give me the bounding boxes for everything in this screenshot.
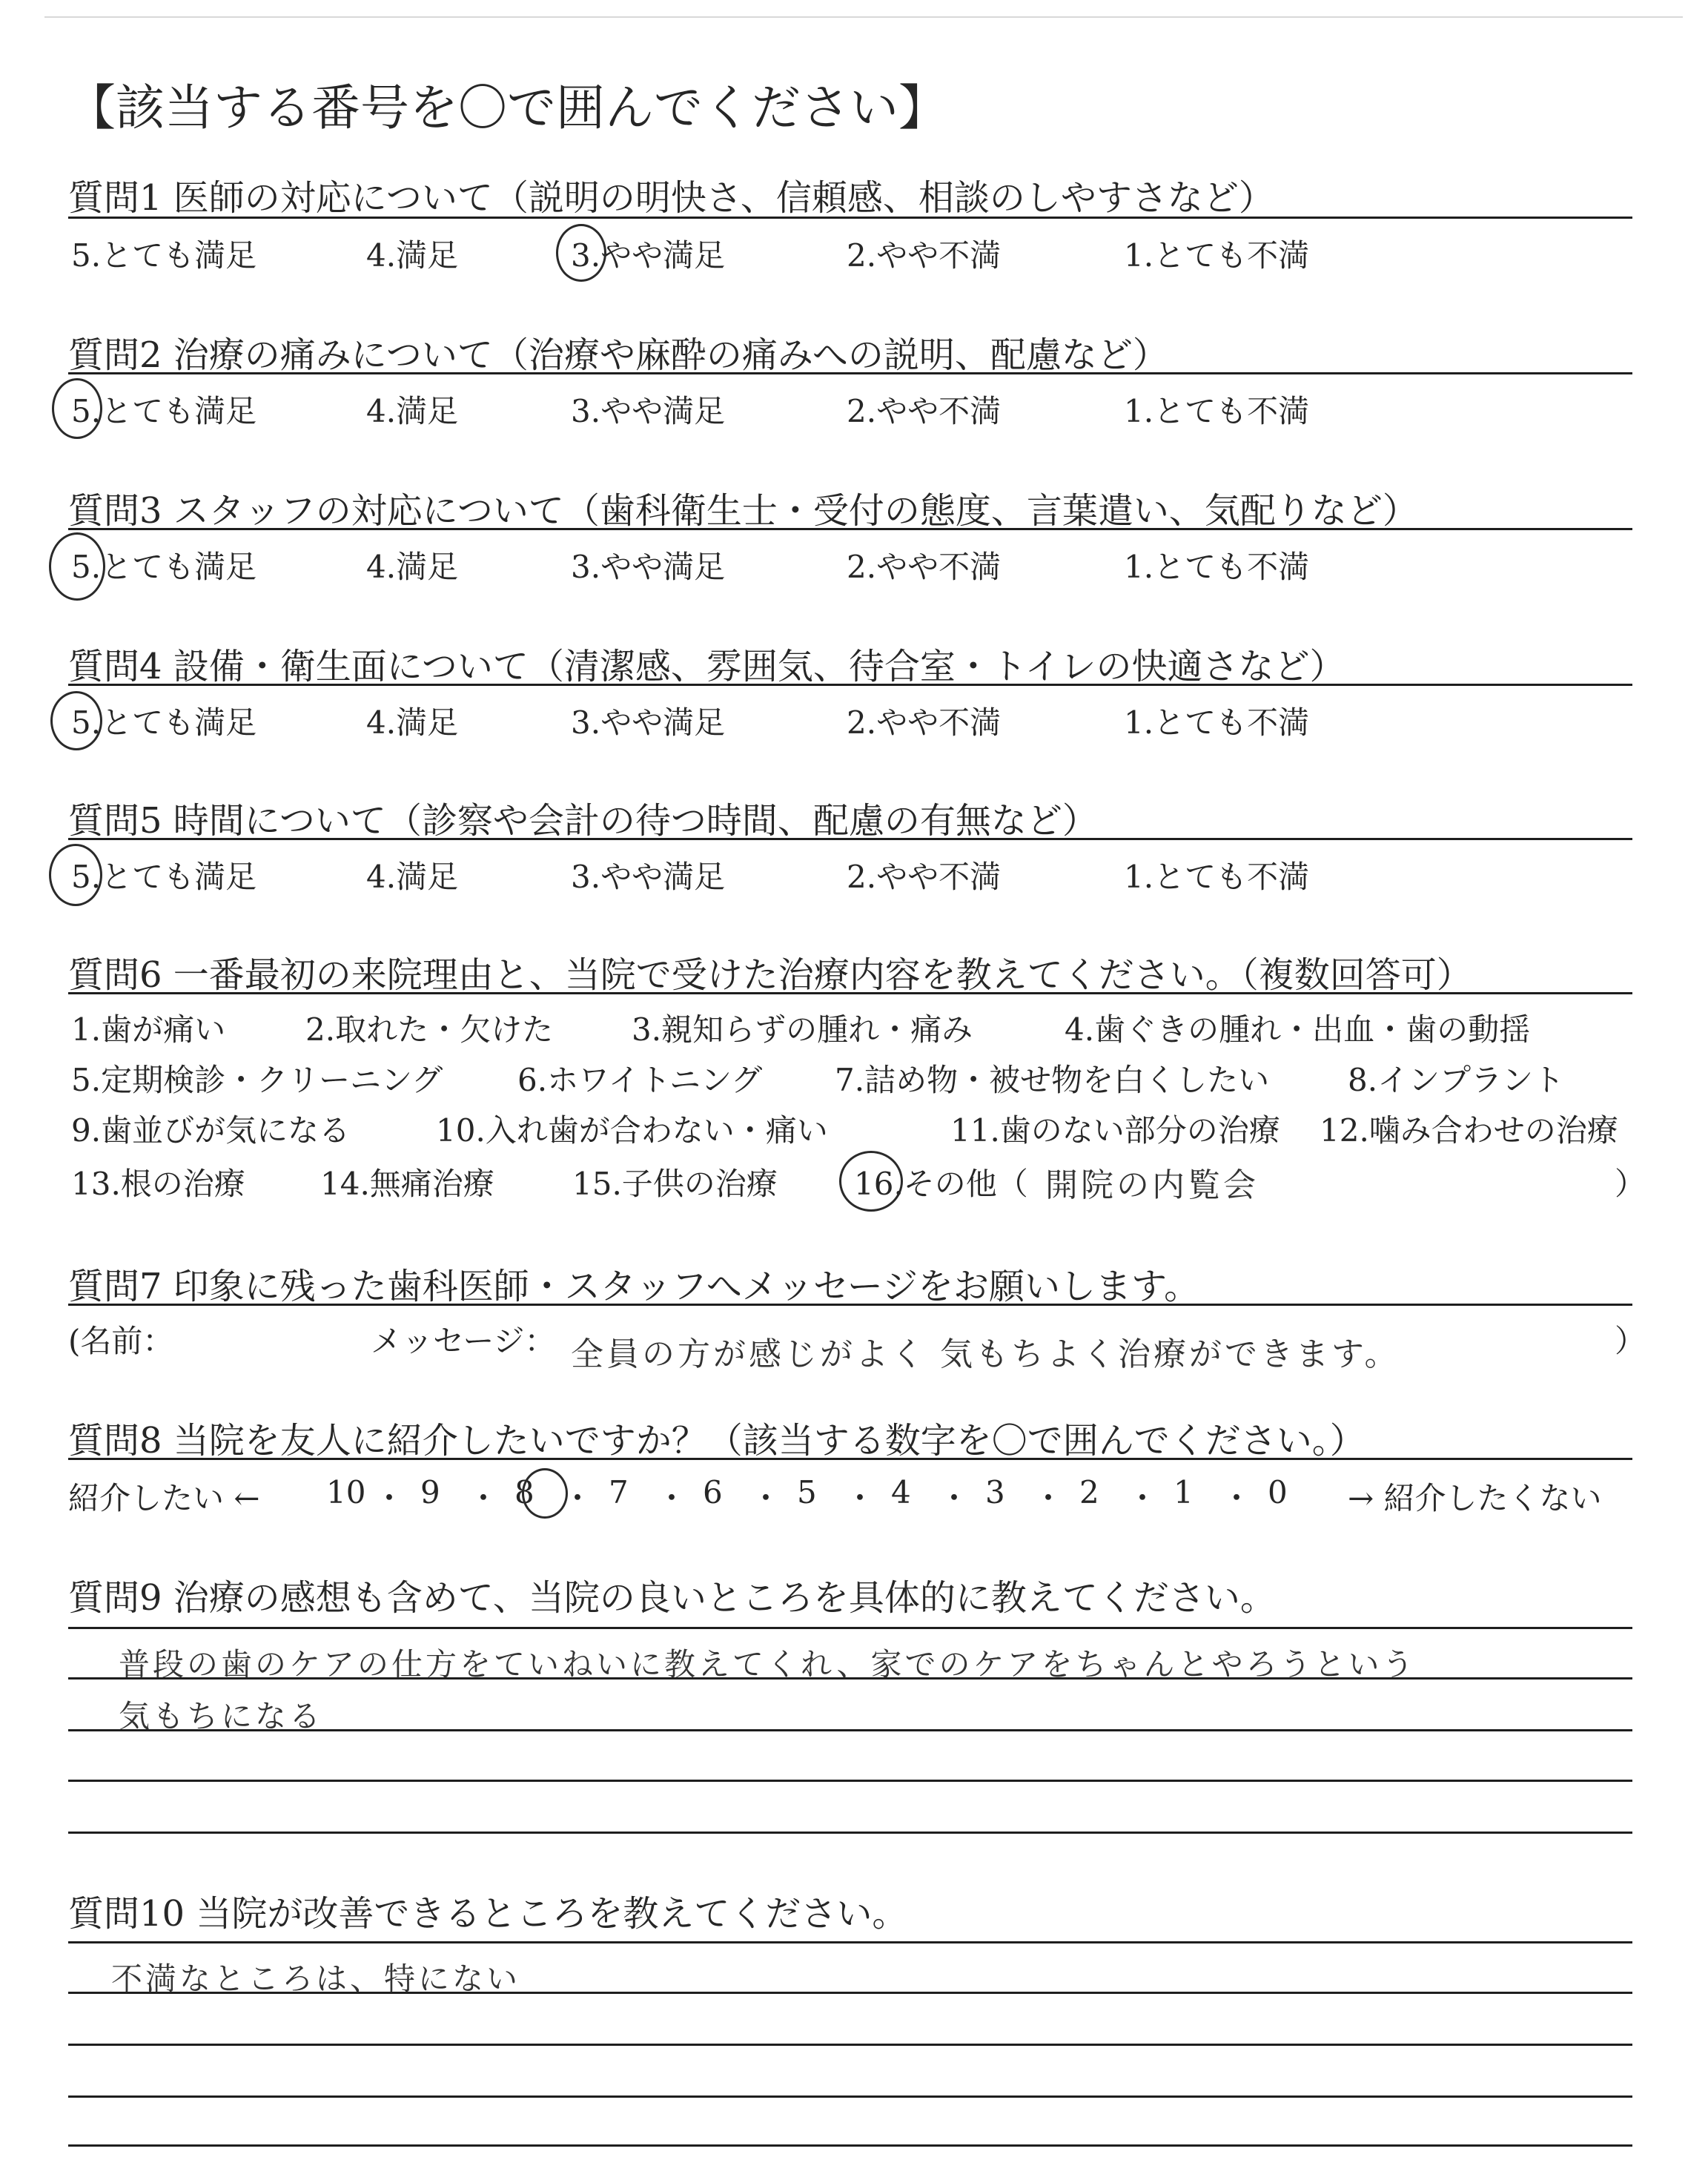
- q3-option-2[interactable]: 2.やや不満: [847, 549, 1002, 585]
- q8-left-label: 紹介したい ←: [68, 1480, 260, 1516]
- q8-scale-separator: ・: [374, 1480, 406, 1516]
- q9-answer-text-1: 普段の歯のケアの仕方をていねいに教えてくれ、家でのケアをちゃんとやろうという: [119, 1646, 1417, 1682]
- question-5-rule: [68, 838, 1632, 840]
- q3-option-5[interactable]: 5.とても満足: [71, 549, 257, 585]
- q8-scale-separator: ・: [562, 1480, 594, 1516]
- q4-option-4[interactable]: 4.満足: [366, 704, 459, 741]
- q8-scale-separator: ・: [939, 1480, 970, 1516]
- q3-option-4[interactable]: 4.満足: [366, 549, 459, 585]
- question-9-heading: 質問9 治療の感想も含めて、当院の良いところを具体的に教えてください。: [68, 1577, 1276, 1619]
- q6-option-5[interactable]: 5.定期検診・クリーニング: [71, 1062, 443, 1098]
- q8-scale-value-4[interactable]: 4: [891, 1474, 911, 1510]
- q9-answer-line-4: [68, 1780, 1632, 1782]
- q10-answer-line-3: [68, 2044, 1632, 2046]
- page-top-edge: [44, 16, 1683, 18]
- q1-selection-circle: [556, 224, 606, 282]
- q6-option-10[interactable]: 10.入れ歯が合わない・痛い: [436, 1112, 828, 1149]
- question-7-heading: 質問7 印象に残った歯科医師・スタッフへメッセージをお願いします。: [68, 1266, 1200, 1307]
- question-6-rule: [68, 992, 1632, 994]
- q3-selection-circle: [49, 532, 105, 601]
- q8-scale-value-3[interactable]: 3: [985, 1474, 1005, 1510]
- q6-selection-circle: [839, 1151, 903, 1212]
- q1-option-5[interactable]: 5.とても満足: [71, 237, 257, 274]
- q4-option-5[interactable]: 5.とても満足: [71, 704, 257, 741]
- q8-scale-separator: ・: [844, 1480, 876, 1516]
- q8-scale-value-5[interactable]: 5: [797, 1474, 817, 1510]
- q3-option-3[interactable]: 3.やや満足: [571, 549, 726, 585]
- q6-option-8[interactable]: 8.インプラント: [1348, 1062, 1565, 1098]
- q6-option-6[interactable]: 6.ホワイトニング: [517, 1062, 763, 1098]
- question-4-rule: [68, 684, 1632, 686]
- q8-scale-separator: ・: [750, 1480, 782, 1516]
- q6-option-9[interactable]: 9.歯並びが気になる: [71, 1112, 351, 1149]
- q6-option-15[interactable]: 15.子供の治療: [572, 1166, 778, 1202]
- q4-option-2[interactable]: 2.やや不満: [847, 704, 1002, 741]
- q5-option-1[interactable]: 1.とても不満: [1124, 859, 1310, 895]
- q5-option-2[interactable]: 2.やや不満: [847, 859, 1002, 895]
- question-2-heading: 質問2 治療の痛みについて（治療や麻酔の痛みへの説明、配慮など）: [68, 334, 1168, 376]
- q7-name-label: (名前：: [68, 1323, 174, 1359]
- q6-option-14[interactable]: 14.無痛治療: [320, 1166, 494, 1202]
- q4-option-1[interactable]: 1.とても不満: [1124, 704, 1310, 741]
- q8-scale-value-2[interactable]: 2: [1079, 1474, 1099, 1510]
- q6-option-1[interactable]: 1.歯が痛い: [71, 1011, 226, 1048]
- q2-option-5[interactable]: 5.とても満足: [71, 393, 257, 429]
- q6-option-11[interactable]: 11.歯のない部分の治療: [950, 1112, 1280, 1149]
- q8-scale-value-1[interactable]: 1: [1174, 1474, 1194, 1510]
- q4-option-3[interactable]: 3.やや満足: [571, 704, 726, 741]
- q8-scale-separator: ・: [656, 1480, 688, 1516]
- q6-other-close-paren: ）: [1615, 1166, 1646, 1202]
- q9-answer-line-1: [68, 1627, 1632, 1629]
- question-8-rule: [68, 1458, 1632, 1460]
- q6-option-2[interactable]: 2.取れた・欠けた: [305, 1011, 554, 1048]
- q8-scale-separator: ・: [1221, 1480, 1253, 1516]
- question-8-heading: 質問8 当院を友人に紹介したいですか？（該当する数字を〇で囲んでください。）: [68, 1420, 1366, 1462]
- q6-option-13[interactable]: 13.根の治療: [71, 1166, 245, 1202]
- q2-option-3[interactable]: 3.やや満足: [571, 393, 726, 429]
- q8-scale-separator: ・: [468, 1480, 500, 1516]
- q10-answer-text: 不満なところは、特にない: [111, 1961, 521, 1997]
- q5-option-5[interactable]: 5.とても満足: [71, 859, 257, 895]
- q7-message-label: メッセージ：: [371, 1323, 556, 1359]
- question-6-heading: 質問6 一番最初の来院理由と、当院で受けた治療内容を教えてください。（複数回答可）: [68, 954, 1472, 996]
- q6-option-16[interactable]: 16.その他（: [854, 1166, 1028, 1202]
- q1-option-4[interactable]: 4.満足: [366, 237, 459, 274]
- q8-scale-value-9[interactable]: 9: [420, 1474, 440, 1510]
- q6-option-7[interactable]: 7.詰め物・被せ物を白くしたい: [835, 1062, 1270, 1098]
- q8-selection-circle: [522, 1468, 568, 1519]
- q5-option-4[interactable]: 4.満足: [366, 859, 459, 895]
- q7-message-answer: 全員の方が感じがよく 気もちよく治療ができます。: [571, 1335, 1400, 1373]
- q10-answer-line-5: [68, 2144, 1632, 2147]
- q6-option-4[interactable]: 4.歯ぐきの腫れ・出血・歯の動揺: [1065, 1011, 1531, 1048]
- question-2-rule: [68, 372, 1632, 374]
- q5-option-3[interactable]: 3.やや満足: [571, 859, 726, 895]
- q5-selection-circle: [49, 844, 102, 906]
- q8-scale-separator: ・: [1127, 1480, 1159, 1516]
- q4-selection-circle: [50, 691, 102, 750]
- q10-answer-line-4: [68, 2095, 1632, 2098]
- q8-scale-separator: ・: [1033, 1480, 1065, 1516]
- question-5-heading: 質問5 時間について（診察や会計の待つ時間、配慮の有無など）: [68, 800, 1098, 842]
- q8-scale-value-6[interactable]: 6: [703, 1474, 723, 1510]
- q10-answer-line-1: [68, 1941, 1632, 1943]
- q8-scale-value-8[interactable]: 8: [514, 1474, 534, 1510]
- q7-close-paren: ）: [1615, 1323, 1646, 1359]
- q9-answer-text-2: 気もちになる: [119, 1698, 324, 1734]
- question-1-heading: 質問1 医師の対応について（説明の明快さ、信頼感、相談のしやすさなど）: [68, 177, 1274, 219]
- q8-scale-value-0[interactable]: 0: [1268, 1474, 1288, 1510]
- question-7-rule: [68, 1304, 1632, 1306]
- q2-selection-circle: [52, 378, 102, 439]
- q8-right-label: → 紹介したくない: [1348, 1480, 1602, 1516]
- q8-scale-value-10[interactable]: 10: [326, 1474, 366, 1510]
- question-3-rule: [68, 528, 1632, 530]
- q6-option-3[interactable]: 3.親知らずの腫れ・痛み: [632, 1011, 973, 1048]
- q1-option-2[interactable]: 2.やや不満: [847, 237, 1002, 274]
- q3-option-1[interactable]: 1.とても不満: [1124, 549, 1310, 585]
- q6-other-answer: 開院の内覧会: [1045, 1166, 1259, 1204]
- q9-answer-line-5: [68, 1832, 1632, 1834]
- page-title: 【該当する番号を〇で囲んでください】: [67, 79, 947, 136]
- question-10-heading: 質問10 当院が改善できるところを教えてください。: [68, 1893, 908, 1935]
- q1-option-3[interactable]: 3.やや満足: [571, 237, 726, 274]
- question-3-heading: 質問3 スタッフの対応について（歯科衛生士・受付の態度、言葉遣い、気配りなど）: [68, 490, 1418, 532]
- q8-scale-value-7[interactable]: 7: [609, 1474, 629, 1510]
- q6-option-12[interactable]: 12.噛み合わせの治療: [1320, 1112, 1618, 1149]
- q1-option-1[interactable]: 1.とても不満: [1124, 237, 1310, 274]
- q2-option-4[interactable]: 4.満足: [366, 393, 459, 429]
- question-1-rule: [68, 217, 1632, 219]
- question-4-heading: 質問4 設備・衛生面について（清潔感、雰囲気、待合室・トイレの快適さなど）: [68, 646, 1345, 687]
- q2-option-1[interactable]: 1.とても不満: [1124, 393, 1310, 429]
- q2-option-2[interactable]: 2.やや不満: [847, 393, 1002, 429]
